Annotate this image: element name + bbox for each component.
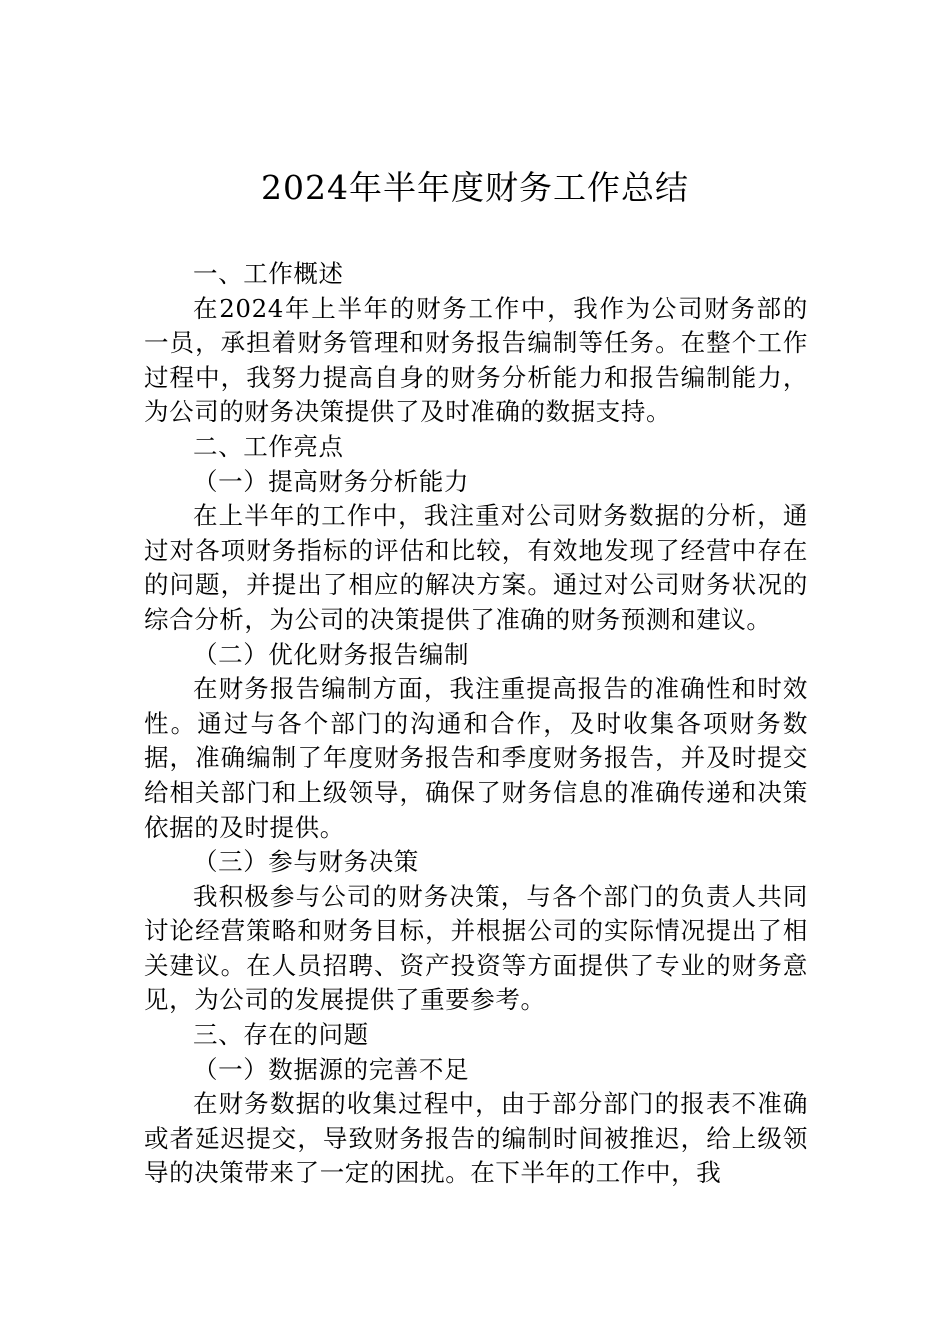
paragraph-data-source: 在财务数据的收集过程中，由于部分部门的报表不准确或者延迟提交，导致财务报告的编制时间被推迟，给上级领导的决策带来了一定的困扰。在下半年的工作中，我 (144, 1089, 808, 1188)
paragraph-reporting: 在财务报告编制方面，我注重提高报告的准确性和时效性。通过与各个部门的沟通和合作，及时收集各项财务数据，准确编制了年度财务报告和季度财务报告，并及时提交给相关部门和上级领导，确保了财务信息的准确传递和决策依据的及时提供。 (144, 674, 808, 842)
document-body (144, 257, 808, 1191)
subheading-data-source: （一）数据源的完善不足 (193, 1054, 470, 1084)
paragraph-overview: 在2024年上半年的财务工作中，我作为公司财务部的一员，承担着财务管理和财务报告编制等任务。在整个工作过程中，我努力提高自身的财务分析能力和报告编制能力，为公司的财务决策提供了及时准确的数据支持。 (144, 293, 808, 427)
section-heading-highlights: 二、工作亮点 (193, 431, 344, 461)
subheading-reporting: （二）优化财务报告编制 (193, 639, 470, 669)
section-heading-problems: 三、存在的问题 (193, 1020, 369, 1050)
paragraph-decisions: 我积极参与公司的财务决策，与各个部门的负责人共同讨论经营策略和财务目标，并根据公司的实际情况提出了相关建议。在人员招聘、资产投资等方面提供了专业的财务意见，为公司的发展提供了重要参考。 (144, 881, 808, 1015)
subheading-decisions: （三）参与财务决策 (193, 847, 419, 877)
document-title: 2024年半年度财务工作总结 (261, 168, 689, 207)
section-heading-overview: 一、工作概述 (193, 259, 344, 288)
paragraph-analysis: 在上半年的工作中，我注重对公司财务数据的分析，通过对各项财务指标的评估和比较，有效地发现了经营中存在的问题，并提出了相应的解决方案。通过对公司财务状况的综合分析，为公司的决策提供了准确的财务预测和建议。 (144, 501, 808, 634)
subheading-analysis: （一）提高财务分析能力 (193, 466, 470, 496)
